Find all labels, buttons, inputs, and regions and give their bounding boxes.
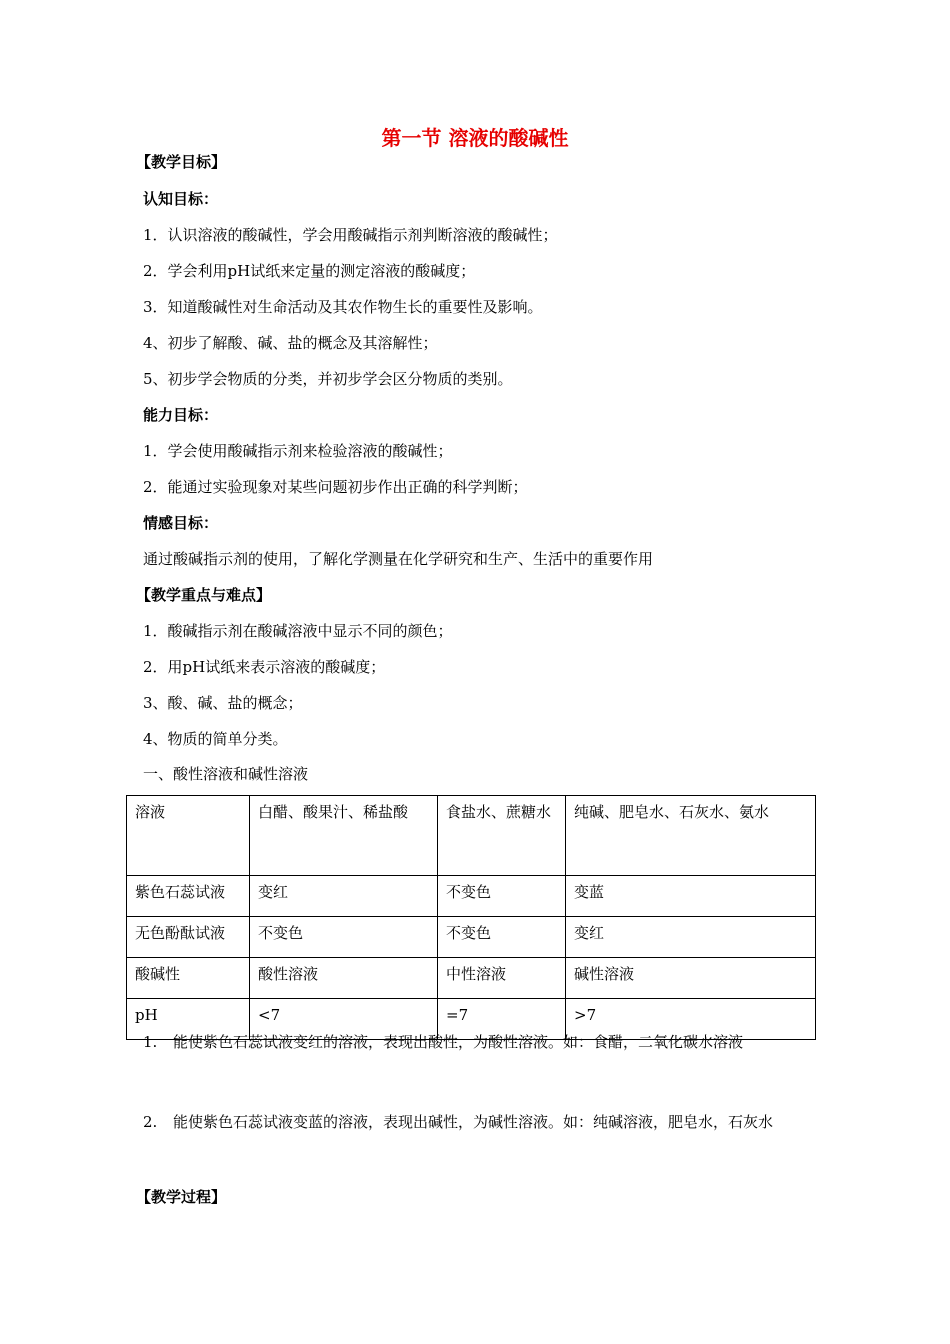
ability-heading: 能力目标： xyxy=(143,406,219,424)
cognitive-item: 1．认识溶液的酸碱性，学会用酸碱指示剂判断溶液的酸碱性； xyxy=(143,226,558,244)
cognitive-heading: 认知目标： xyxy=(143,190,219,208)
table-row xyxy=(127,796,816,876)
table-cell: 紫色石蕊试液 xyxy=(127,876,250,917)
table-cell: 中性溶液 xyxy=(438,958,566,999)
note-text: 能使紫色石蕊试液变红的溶液，表现出酸性，为酸性溶液。如：食醋，二氧化碳水溶液 xyxy=(173,1033,744,1051)
keypoints-item: 3、酸、碱、盐的概念； xyxy=(143,694,303,712)
table-cell: 白醋、酸果汁、稀盐酸 xyxy=(250,796,438,876)
ability-item: 2．能通过实验现象对某些问题初步作出正确的科学判断； xyxy=(143,478,528,496)
note-text: 能使紫色石蕊试液变蓝的溶液，表现出碱性，为碱性溶液。如：纯碱溶液，肥皂水，石灰水 xyxy=(173,1113,774,1131)
cognitive-item: 3．知道酸碱性对生命活动及其农作物生长的重要性及影响。 xyxy=(143,298,543,316)
table-cell: 不变色 xyxy=(438,876,566,917)
keypoints-item: 1．酸碱指示剂在酸碱溶液中显示不同的颜色； xyxy=(143,622,453,640)
table-cell: 变蓝 xyxy=(566,876,816,917)
keypoints-item: 2．用pH试纸来表示溶液的酸碱度； xyxy=(143,658,386,676)
table-cell: 不变色 xyxy=(438,917,566,958)
table-cell: =7 xyxy=(438,999,566,1040)
table-cell: 变红 xyxy=(566,917,816,958)
page-title: 第一节 溶液的酸碱性 xyxy=(381,126,569,150)
table-cell: 溶液 xyxy=(127,796,250,876)
keypoints-item: 4、物质的简单分类。 xyxy=(143,730,288,748)
cognitive-item: 4、初步了解酸、碱、盐的概念及其溶解性； xyxy=(143,334,438,352)
table-cell: 无色酚酞试液 xyxy=(127,917,250,958)
table-row xyxy=(127,876,816,917)
table-row xyxy=(127,917,816,958)
note-number: 2. xyxy=(143,1113,158,1131)
table-cell: 不变色 xyxy=(250,917,438,958)
table-cell: 酸碱性 xyxy=(127,958,250,999)
cognitive-item: 5、初步学会物质的分类，并初步学会区分物质的类别。 xyxy=(143,370,513,388)
cognitive-item: 2．学会利用pH试纸来定量的测定溶液的酸碱度； xyxy=(143,262,476,280)
table-cell: >7 xyxy=(566,999,816,1040)
table-cell: 碱性溶液 xyxy=(566,958,816,999)
table-cell: pH xyxy=(127,999,250,1040)
ability-item: 1．学会使用酸碱指示剂来检验溶液的酸碱性； xyxy=(143,442,453,460)
objectives-heading: 【教学目标】 xyxy=(136,153,227,171)
process-heading: 【教学过程】 xyxy=(136,1188,227,1206)
table-caption: 一、酸性溶液和碱性溶液 xyxy=(143,765,309,783)
indicator-table xyxy=(126,795,816,1040)
table-row xyxy=(127,958,816,999)
note-item xyxy=(143,1022,813,1062)
note-number: 1. xyxy=(143,1033,158,1051)
table-cell: 食盐水、蔗糖水 xyxy=(438,796,566,876)
keypoints-heading: 【教学重点与难点】 xyxy=(136,586,272,604)
table-cell: 变红 xyxy=(250,876,438,917)
table-cell: 纯碱、肥皂水、石灰水、氨水 xyxy=(566,796,816,876)
emotion-heading: 情感目标： xyxy=(143,514,219,532)
note-item xyxy=(143,1102,813,1142)
emotion-text: 通过酸碱指示剂的使用，了解化学测量在化学研究和生产、生活中的重要作用 xyxy=(143,550,654,568)
table-cell: 酸性溶液 xyxy=(250,958,438,999)
table-cell: <7 xyxy=(250,999,438,1040)
